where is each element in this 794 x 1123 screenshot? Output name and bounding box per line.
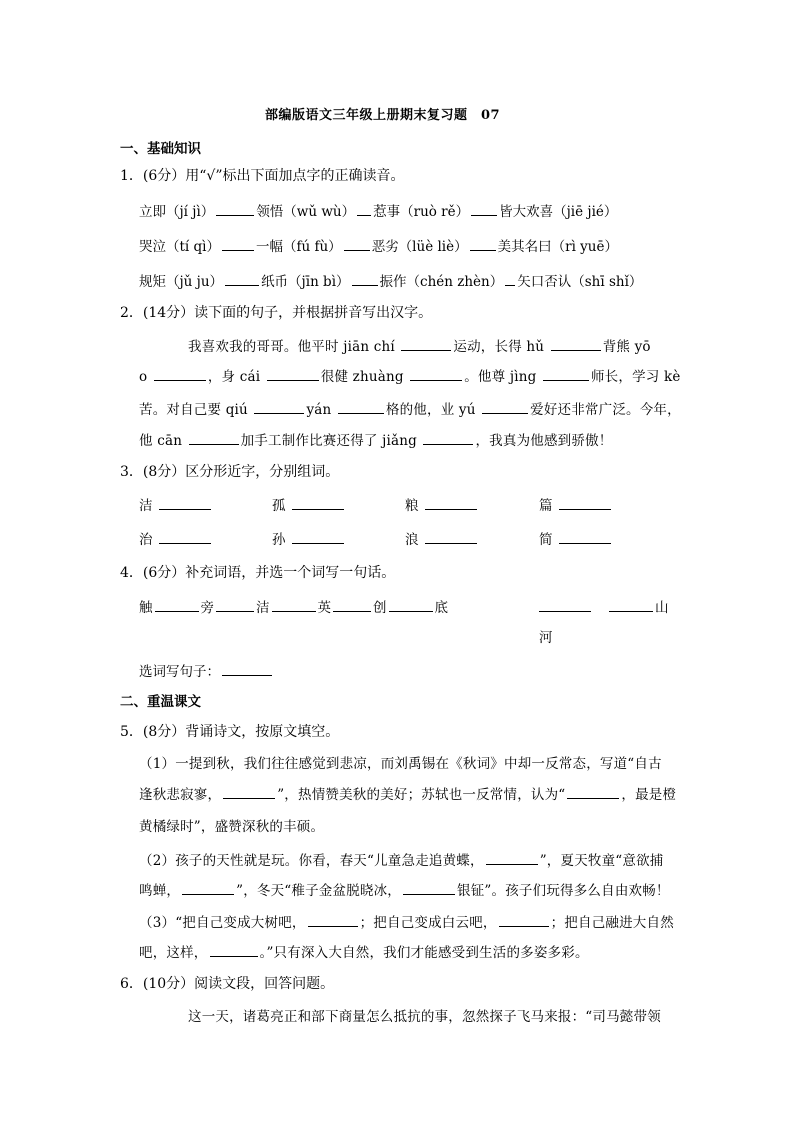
q5-text: 吧，这样， — [139, 945, 208, 961]
q4-char: 底 — [434, 600, 448, 616]
answer-blank[interactable] — [189, 432, 239, 445]
q2-line-2 — [139, 365, 681, 385]
answer-blank[interactable] — [254, 401, 304, 414]
q6-stem: 6．(10分）阅读文段，回答问题。 — [120, 976, 335, 992]
answer-blank[interactable] — [223, 786, 275, 799]
q5-p1-line-3: 黄橘绿时”，盛赞深秋的丰硕。 — [139, 819, 325, 835]
answer-blank[interactable] — [567, 786, 619, 799]
answer-blank[interactable] — [272, 599, 316, 612]
q5-p3-line-1 — [139, 911, 674, 931]
q2-line-4 — [139, 429, 612, 449]
answer-blank[interactable] — [482, 401, 528, 414]
q5-text: 逢秋悲寂寥， — [139, 787, 222, 803]
answer-blank[interactable] — [559, 497, 611, 510]
q3-cell — [539, 494, 613, 514]
q2-text: 他 cān — [139, 433, 187, 449]
q1-item: 美其名曰（rì yuē） — [497, 239, 618, 255]
answer-blank[interactable] — [389, 599, 433, 612]
q2-text: 苦。对自己要 qiú — [139, 402, 253, 418]
q4-char: 旁 — [200, 600, 214, 616]
q5-p3-line-2 — [139, 941, 589, 961]
answer-blank[interactable] — [338, 401, 384, 414]
q2-text: o — [139, 369, 152, 385]
q2-text: 。他尊 jìng — [464, 369, 541, 385]
q4-words-row — [139, 596, 448, 616]
q2-stem: 2．(14分）读下面的句子，并根据拼音写出汉字。 — [120, 305, 433, 321]
q4-sentence-label: 选词写句子： — [139, 664, 220, 680]
q2-text: 很健 zhuàng — [320, 369, 409, 385]
q5-text: ”，夏天牧童“意欲捕 — [539, 853, 664, 869]
q5-text: ”，热情赞美秋的美好；苏轼也一反常情，认为“ — [277, 787, 566, 803]
answer-blank[interactable] — [308, 914, 358, 927]
q1-item: 规矩（jǔ ju） — [139, 274, 224, 290]
q5-text: 鸣蝉， — [139, 883, 181, 899]
answer-blank[interactable] — [222, 238, 254, 251]
q3-char: 简 — [539, 532, 553, 548]
q2-line-1 — [188, 335, 651, 355]
q4-stem: 4．(6分）补充词语，并选一个词写一句话。 — [120, 565, 396, 581]
q3-char: 粮 — [405, 498, 419, 514]
q3-cell — [272, 528, 346, 548]
answer-blank[interactable] — [216, 599, 254, 612]
answer-blank[interactable] — [425, 497, 477, 510]
answer-blank[interactable] — [551, 338, 601, 351]
answer-blank[interactable] — [154, 368, 206, 381]
answer-blank[interactable] — [155, 599, 199, 612]
q3-cell — [405, 494, 479, 514]
q1-item: 纸币（jīn bì） — [261, 274, 350, 290]
q5-text: （2）孩子的天性就是玩。你看，春天“儿童急走追黄蝶， — [139, 853, 484, 869]
q2-text: 我喜欢我的哥哥。他平时 jiān chí — [188, 339, 400, 355]
q3-char: 孙 — [272, 532, 286, 548]
q3-char: 孤 — [272, 498, 286, 514]
q1-item: 一幅（fú fù） — [256, 239, 342, 255]
q3-cell — [139, 494, 213, 514]
q1-stem: 1．(6分）用“√”标出下面加点字的正确读音。 — [120, 168, 405, 184]
q5-text: ，最是橙 — [621, 787, 677, 803]
answer-blank[interactable] — [470, 238, 496, 251]
q5-p1-line-1: （1）一提到秋，我们往往感觉到悲凉，而刘禹锡在《秋词》中却一反常态，写道“自古 — [139, 756, 662, 772]
q2-text: 爱好还非常广泛。今年， — [530, 402, 681, 418]
answer-blank[interactable] — [292, 497, 344, 510]
q1-row-3 — [139, 270, 642, 290]
q1-item: 惹事（ruò rě） — [373, 204, 470, 220]
q5-text: ”，冬天“稚子金盆脱晓冰， — [236, 883, 402, 899]
q5-p2-line-1 — [139, 849, 664, 869]
q2-text: 格的他，业 yú — [385, 402, 481, 418]
q4-sentence-row — [139, 660, 274, 680]
section-1-heading: 一、基础知识 — [120, 141, 201, 157]
q2-text: yán — [306, 402, 336, 418]
q6-passage: 这一天，诸葛亮正和部下商量怎么抵抗的事，忽然探子飞马来报：“司马懿带领 — [188, 1009, 661, 1025]
q3-char: 篇 — [539, 498, 553, 514]
answer-blank[interactable] — [403, 882, 455, 895]
answer-blank[interactable] — [182, 882, 234, 895]
answer-blank[interactable] — [267, 368, 319, 381]
answer-blank[interactable] — [210, 944, 258, 957]
q1-item: 领悟（wǔ wù） — [256, 204, 356, 220]
answer-blank[interactable] — [505, 273, 515, 286]
q1-item: 立即（jí jì） — [139, 204, 215, 220]
q2-text: 加手工制作比赛还得了 jiǎng — [240, 433, 422, 449]
q4-char: 山 — [655, 600, 669, 616]
answer-blank[interactable] — [352, 273, 378, 286]
answer-blank[interactable] — [559, 531, 611, 544]
answer-blank[interactable] — [539, 599, 591, 612]
page-title: 部编版语文三年级上册期末复习题 07 — [265, 108, 501, 123]
q3-stem: 3．(8分）区分形近字，分别组词。 — [120, 464, 340, 480]
answer-blank[interactable] — [401, 338, 451, 351]
q5-text: （3）“把自己变成大树吧， — [139, 915, 306, 931]
q3-char: 治 — [139, 532, 153, 548]
q3-char: 洁 — [139, 498, 153, 514]
answer-blank[interactable] — [159, 497, 211, 510]
answer-blank[interactable] — [423, 432, 473, 445]
q5-stem: 5．(8分）背诵诗文，按原文填空。 — [120, 724, 340, 740]
q5-p1-line-2 — [139, 783, 676, 803]
answer-blank[interactable] — [333, 599, 371, 612]
q5-p2-line-2 — [139, 879, 670, 899]
answer-blank[interactable] — [159, 531, 211, 544]
q3-cell — [272, 494, 346, 514]
q1-item: 皆大欢喜（jiē jié） — [499, 204, 618, 220]
q5-text: 银钲”。孩子们玩得多么自由欢畅！ — [457, 883, 670, 899]
q4-tail-char: 河 — [539, 630, 553, 646]
q1-item: 振作（chén zhèn） — [379, 274, 504, 290]
answer-blank[interactable] — [609, 599, 653, 612]
q5-text: ；把自己融进大自然 — [550, 915, 674, 931]
answer-blank[interactable] — [471, 203, 497, 216]
q5-text: ；把自己变成白云吧， — [359, 915, 497, 931]
answer-blank[interactable] — [225, 273, 259, 286]
q3-cell — [139, 528, 213, 548]
q2-text: 运动，长得 hǔ — [453, 339, 549, 355]
answer-blank[interactable] — [216, 203, 254, 216]
answer-blank[interactable] — [425, 531, 477, 544]
q4-tail-row — [539, 596, 669, 616]
q2-text: ，身 cái — [207, 369, 265, 385]
answer-blank[interactable] — [292, 531, 344, 544]
q1-row-1 — [139, 200, 617, 220]
q5-text: 。”只有深入大自然，我们才能感受到生活的多姿多彩。 — [259, 945, 589, 961]
q4-char: 创 — [373, 600, 387, 616]
answer-blank[interactable] — [357, 203, 371, 216]
answer-blank[interactable] — [543, 368, 589, 381]
q3-cell — [539, 528, 613, 548]
answer-blank[interactable] — [486, 852, 538, 865]
q1-item: 恶劣（lüè liè） — [371, 239, 468, 255]
q1-item: 哭泣（tí qì） — [139, 239, 220, 255]
q4-char: 触 — [139, 600, 153, 616]
q2-text: ，我真为他感到骄傲！ — [475, 433, 613, 449]
answer-blank[interactable] — [410, 368, 462, 381]
q1-row-2 — [139, 235, 618, 255]
answer-blank[interactable] — [344, 238, 370, 251]
q1-item: 矢口否认（shī shǐ） — [517, 274, 643, 290]
answer-blank[interactable] — [222, 663, 272, 676]
q2-text: 师长，学习 kè — [590, 369, 681, 385]
q3-cell — [405, 528, 479, 548]
section-2-heading: 二、重温课文 — [120, 694, 201, 710]
q2-line-3 — [139, 398, 681, 418]
answer-blank[interactable] — [499, 914, 549, 927]
q3-char: 浪 — [405, 532, 419, 548]
q2-text: 背熊 yō — [602, 339, 651, 355]
q4-char: 洁 — [256, 600, 270, 616]
q4-char: 英 — [317, 600, 331, 616]
